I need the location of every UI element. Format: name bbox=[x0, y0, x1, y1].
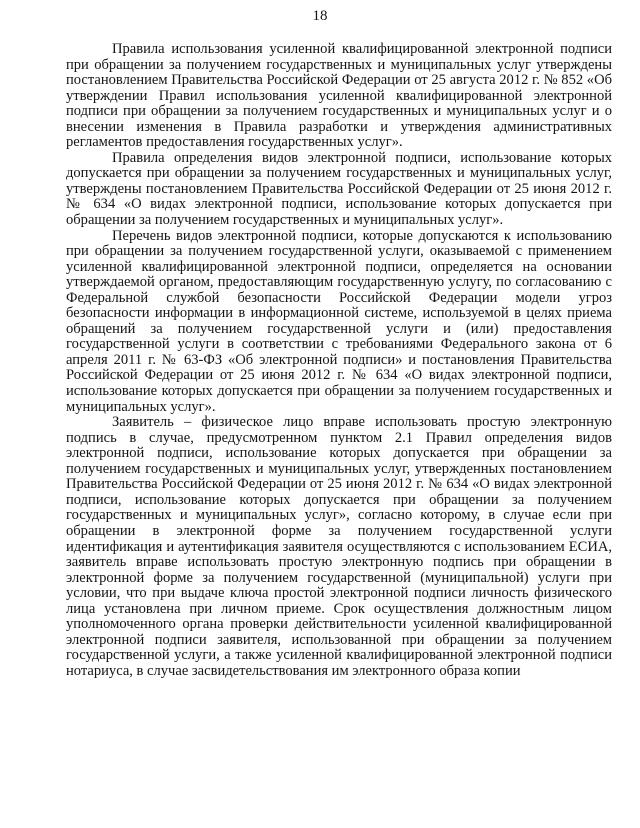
body-text bbox=[66, 42, 612, 679]
paragraph-signature-usage-rules: Правила использования усиленной квалифицированной электронной подписи при обращении за получением государственных и муниципальных услуг утверждены постановлением Правительства Российской Федерации от 25 августа 2012 г. № 852 «Об утверждении Правил использования усиленной квалифицированной электронной подписи при обращении за получением государственных и муниципальных услуг и о внесении изменения в Правила разработки и утверждения административных регламентов предоставления государственных услуг». bbox=[66, 41, 612, 151]
paragraph-signature-types-list: Перечень видов электронной подписи, которые допускаются к использованию при обращении за получением государственной услуги, оказываемой с применением усиленной квалифицированной электронной подписи, определяется на основании утверждаемой органом, предоставляющим государственную услугу, по согласованию с Федеральной службой безопасности Российской Федерации модели угроз безопасности информации в информационной системе, используемой в целях приема обращений за получением государственной услуги и (или) предоставления государственной услуги в соответствии с требованиями Федерального закона от 6 апреля 2011 г. № 63-ФЗ «Об электронной подписи» и постановления Правительства Российской Федерации от 25 июня 2012 г. № 634 «О видах электронной подписи, использование которых допускается при обращении за получением государственных и муниципальных услуг». bbox=[66, 227, 612, 415]
paragraph-applicant-simple-signature: Заявитель – физическое лицо вправе использовать простую электронную подпись в случае, предусмотренном пунктом 2.1 Правил определения видов электронной подписи, использование которых допускается при обращении за получением государственных и муниципальных услуг, утвержденных постановлением Правительства Российской Федерации от 25 июня 2012 г. № 634 «О видах электронной подписи, использование которых допускается при обращении за получением государственных и муниципальных услуг», согласно которому, в случае если при обращении в электронной форме за получением государственной услуги идентификация и аутентификация заявителя осуществляются с использованием ЕСИА, заявитель вправе использовать простую электронную подпись при обращении в электронной форме за получением государственной (муниципальной) услуги при условии, что при выдаче ключа простой электронной подписи личность физического лица установлена при личном приеме. Срок осуществления должностным лицом уполномоченного органа проверки действительности усиленной квалифицированной электронной подписи заявителя, использованной при обращении за получением государственной услуги, а также усиленной квалифицированной электронной подписи нотариуса, в случае засвидетельствования им электронного образа копии bbox=[66, 414, 612, 679]
page-number: 18 bbox=[312, 8, 328, 24]
paragraph-signature-type-rules: Правила определения видов электронной подписи, использование которых допускается при обращении за получением государственных и муниципальных услуг, утверждены постановлением Правительства Российской Федерации от 25 июня 2012 г. № 634 «О видах электронной подписи, использование которых допускается при обращении за получением государственных и муниципальных услуг». bbox=[66, 149, 612, 229]
